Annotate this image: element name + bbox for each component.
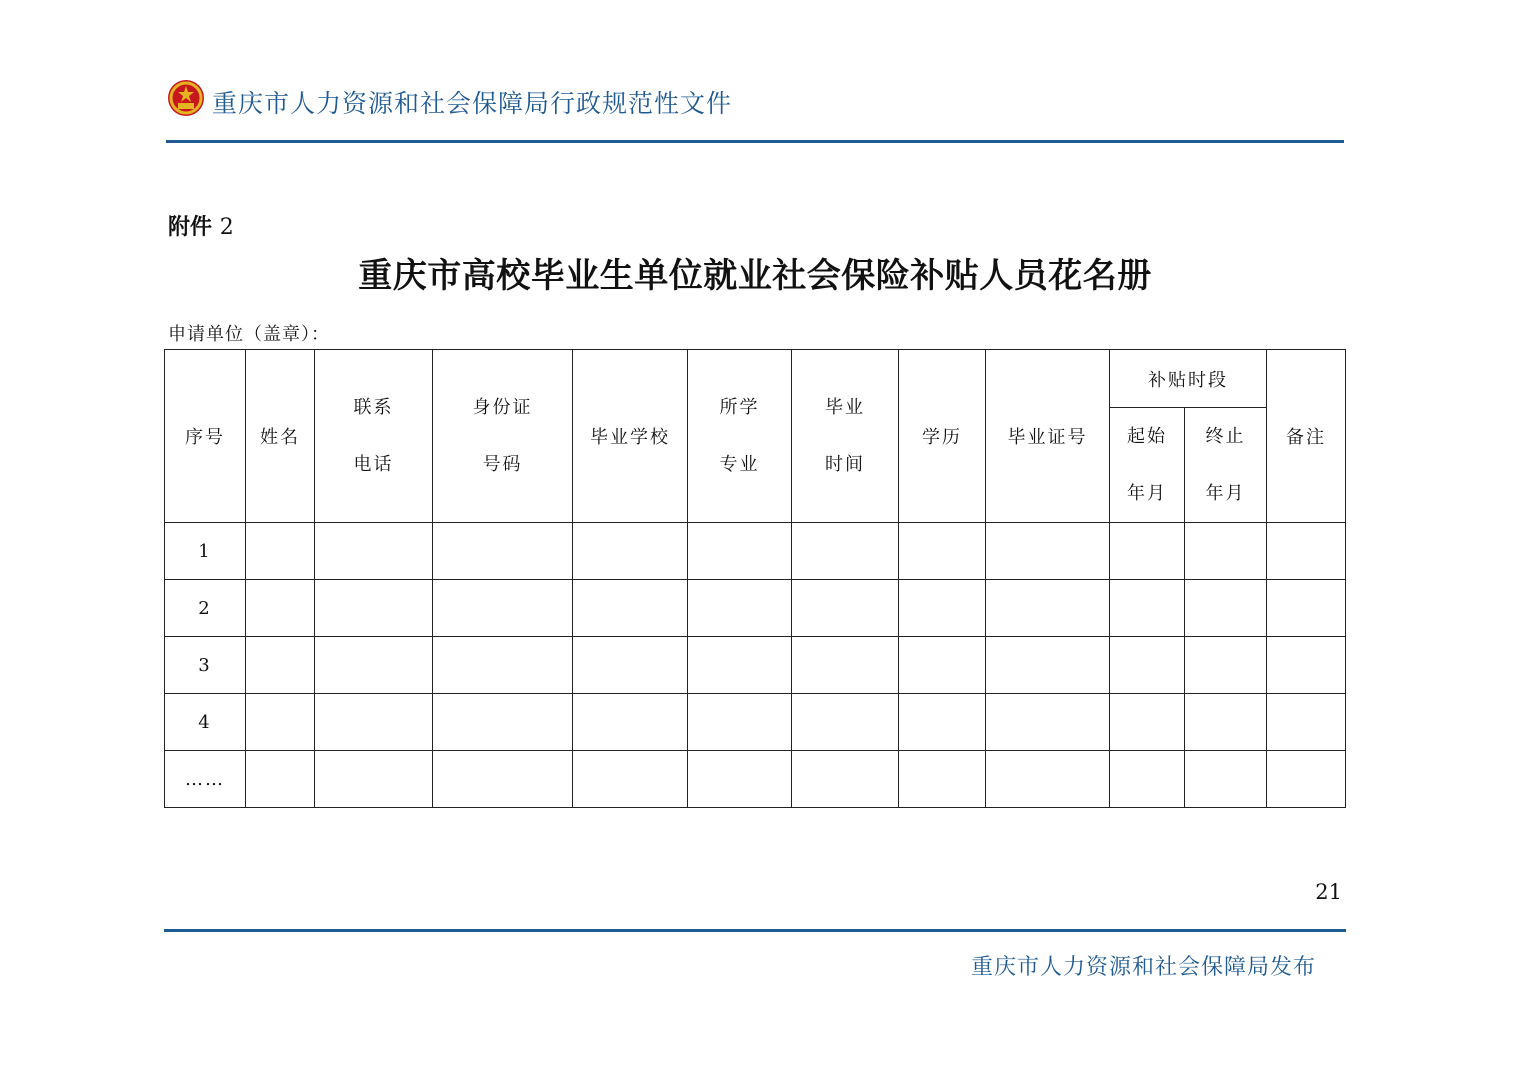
cell [1185, 694, 1267, 751]
header-phone: 联系 电话 [315, 350, 433, 523]
row-seq: 3 [165, 637, 246, 694]
cell [1185, 580, 1267, 637]
cell [688, 694, 792, 751]
cell [1267, 523, 1346, 580]
cell [573, 523, 688, 580]
cell [688, 637, 792, 694]
national-emblem-icon [166, 78, 206, 118]
table-row [165, 523, 1346, 580]
cell [986, 694, 1110, 751]
cell [688, 523, 792, 580]
table-row [165, 637, 1346, 694]
cell [1110, 694, 1185, 751]
cell [792, 751, 899, 808]
cell [1185, 523, 1267, 580]
table-row [165, 580, 1346, 637]
cell [986, 751, 1110, 808]
cell [899, 523, 986, 580]
row-seq: 2 [165, 580, 246, 637]
header-id-number: 身份证 号码 [433, 350, 573, 523]
attachment-number: 2 [219, 215, 234, 240]
footer-publisher: 重庆市人力资源和社会保障局发布 [970, 955, 1316, 980]
page-header [166, 78, 1344, 148]
cell [899, 637, 986, 694]
cell [1110, 523, 1185, 580]
cell [433, 751, 573, 808]
table-row [165, 694, 1346, 751]
cell [899, 580, 986, 637]
cell [1110, 580, 1185, 637]
cell [573, 637, 688, 694]
cell [688, 580, 792, 637]
header-school: 毕业学校 [573, 350, 688, 523]
cell [899, 751, 986, 808]
cell [246, 694, 315, 751]
header-remarks: 备注 [1267, 350, 1346, 523]
cell [899, 694, 986, 751]
cell [1267, 751, 1346, 808]
cell [1185, 637, 1267, 694]
cell [792, 694, 899, 751]
row-seq: 1 [165, 523, 246, 580]
header-major: 所学 专业 [688, 350, 792, 523]
roster-table [164, 349, 1346, 808]
cell [315, 694, 433, 751]
header-start: 起始 年月 [1110, 408, 1185, 523]
cell [433, 694, 573, 751]
row-seq: 4 [165, 694, 246, 751]
cell [1267, 580, 1346, 637]
header-end: 终止 年月 [1185, 408, 1267, 523]
cell [246, 523, 315, 580]
cell [573, 580, 688, 637]
cell [792, 580, 899, 637]
cell [986, 637, 1110, 694]
table-row [165, 751, 1346, 808]
cell [688, 751, 792, 808]
header-cert-no: 毕业证号 [986, 350, 1110, 523]
header-divider [166, 140, 1344, 143]
cell [792, 523, 899, 580]
attachment-label: 附件 2 [168, 214, 234, 240]
cell [1267, 637, 1346, 694]
header-subsidy-period: 补贴时段 [1110, 350, 1267, 408]
header-seq: 序号 [165, 350, 246, 523]
footer-divider [164, 929, 1346, 932]
cell [1110, 751, 1185, 808]
row-seq: …… [165, 751, 246, 808]
cell [1110, 637, 1185, 694]
header-name: 姓名 [246, 350, 315, 523]
cell [246, 751, 315, 808]
cell [1267, 694, 1346, 751]
cell [573, 694, 688, 751]
cell [792, 637, 899, 694]
cell [433, 523, 573, 580]
page-number: 21 [1315, 880, 1342, 904]
header-title: 重庆市人力资源和社会保障局行政规范性文件 [212, 89, 733, 118]
cell [315, 637, 433, 694]
cell [315, 751, 433, 808]
header-grad-time: 毕业 时间 [792, 350, 899, 523]
cell [573, 751, 688, 808]
cell [986, 523, 1110, 580]
cell [433, 637, 573, 694]
cell [433, 580, 573, 637]
header-education: 学历 [899, 350, 986, 523]
cell [246, 637, 315, 694]
cell [315, 580, 433, 637]
cell [986, 580, 1110, 637]
cell [315, 523, 433, 580]
document-title: 重庆市高校毕业生单位就业社会保险补贴人员花名册 [358, 256, 1152, 296]
cell [1185, 751, 1267, 808]
cell [246, 580, 315, 637]
applicant-label: 申请单位（盖章）： [168, 324, 330, 345]
